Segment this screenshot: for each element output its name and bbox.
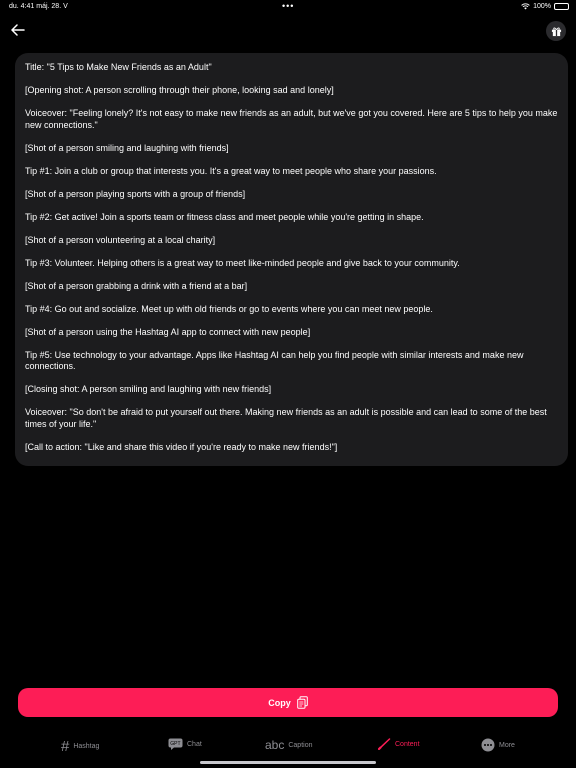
generated-content-card [15, 53, 568, 466]
tab-more[interactable] [481, 738, 515, 752]
svg-text:GPT: GPT [170, 741, 181, 747]
tab-label: Content [395, 740, 420, 748]
back-button[interactable] [10, 22, 26, 38]
copy-button[interactable] [18, 688, 558, 717]
tab-label: Chat [187, 740, 202, 748]
content-line: Voiceover: "Feeling lonely? It's not easy to make new friends as an adult, but we've got you covered. Here are 5 tips to help you make new connections." [25, 108, 558, 130]
content-line: Tip #3: Volunteer. Helping others is a great way to meet like-minded people and give back to your community. [25, 257, 460, 268]
content-line: Title: "5 Tips to Make New Friends as an Adult" [25, 62, 212, 72]
tab-content[interactable] [378, 738, 420, 750]
status-right [521, 3, 569, 10]
content-line: Tip #1: Join a club or group that interests you. It's a great way to meet people who share your passions. [25, 165, 437, 176]
battery-percent: 100% [533, 3, 551, 10]
arrow-left-icon [11, 24, 25, 36]
home-indicator [200, 761, 376, 764]
content-line: [Call to action: "Like and share this video if you're ready to make new friends!"] [25, 441, 338, 452]
more-icon [481, 738, 495, 752]
content-line: Tip #4: Go out and socialize. Meet up with old friends or go to events where you can meet new people. [25, 303, 433, 314]
content-line: [Shot of a person playing sports with a group of friends] [25, 188, 246, 199]
content-line: [Opening shot: A person scrolling through their phone, looking sad and lonely] [25, 85, 334, 95]
chat-icon [168, 738, 183, 750]
multitasking-dots[interactable]: ••• [282, 1, 295, 11]
status-time-date: du. 4:41 máj. 28. V [9, 3, 68, 10]
content-line: [Closing shot: A person smiling and laughing with new friends] [25, 384, 272, 394]
tab-caption[interactable] [265, 738, 313, 752]
tab-label: Hashtag [73, 743, 100, 750]
tab-chat[interactable] [168, 738, 202, 750]
tab-label: Caption [288, 741, 313, 749]
pencil-icon [378, 738, 391, 750]
content-line: Voiceover: "So don't be afraid to put yourself out there. Making new friends as an adult is possible and can lead to some of the best times of your life." [25, 407, 547, 429]
wifi-icon [521, 3, 530, 10]
content-line: [Shot of a person using the Hashtag AI app to connect with new people] [25, 326, 311, 337]
gift-icon [551, 26, 562, 37]
content-line: [Shot of a person volunteering at a local charity] [25, 234, 216, 245]
tab-bar [0, 733, 576, 759]
status-bar [0, 0, 576, 14]
content-line: Tip #2: Get active! Join a sports team or fitness class and meet people while you're getting in shape. [25, 211, 424, 222]
hashtag-icon: # [61, 738, 70, 755]
tab-label: More [499, 741, 515, 749]
content-line: Tip #5: Use technology to your advantage. Apps like Hashtag AI can help you find people with similar interests and make new connections. [25, 349, 524, 371]
content-line: [Shot of a person grabbing a drink with a friend at a bar] [25, 280, 248, 291]
copy-button-label: Copy [268, 697, 291, 708]
gift-button[interactable] [546, 21, 566, 41]
copy-icon [297, 696, 308, 709]
content-line: [Shot of a person smiling and laughing with friends] [25, 142, 229, 153]
abc-icon: abc [265, 738, 285, 752]
battery-icon [554, 3, 569, 10]
tab-hashtag[interactable] [61, 738, 99, 755]
